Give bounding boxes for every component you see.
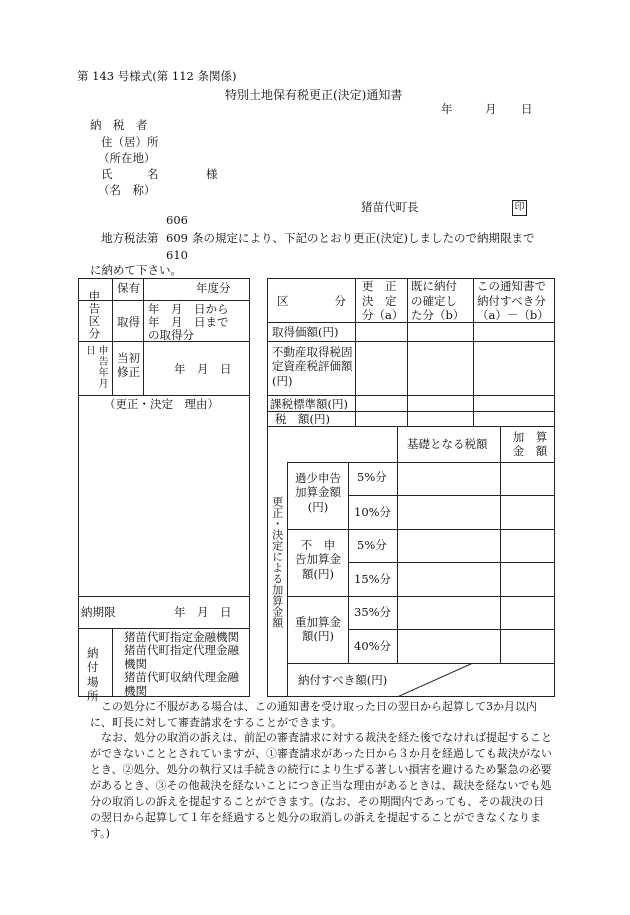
- intro-text-2: に納めて下さい。: [90, 263, 182, 277]
- shutoku-from: 年 月 日から: [148, 302, 229, 316]
- row-kazei-hyojun: 課税標準額(円): [270, 397, 348, 411]
- article-609: 609: [166, 231, 188, 245]
- col-a-l2: 決 定: [362, 294, 397, 308]
- tosho-shusei-label: 当初修正: [117, 351, 140, 380]
- nofu-subeki-label: 納付すべき額(円): [298, 673, 388, 687]
- shutoku-label: 取得: [117, 315, 140, 329]
- form-number: 第 143 号様式(第 112 条関係): [77, 69, 237, 83]
- kubun-header: 区 分: [277, 294, 346, 308]
- group-jukasan-label: 重加算金額(円): [295, 615, 341, 644]
- corp-name-label: （名 称）: [98, 183, 156, 197]
- reason-label: （更正・決定 理由）: [104, 397, 219, 411]
- group-kasho-label: 過少申告加算金額(円): [295, 471, 341, 514]
- shutoku-to: 年 月 日まで: [148, 315, 229, 329]
- col-c-l3: （a）－（b）: [477, 308, 549, 322]
- date-month: 月: [485, 102, 497, 116]
- nofu-basho-label: 納付場所: [87, 646, 99, 704]
- intro-law-label: 地方税法第: [101, 231, 159, 245]
- col-a-l1: 更 正: [362, 279, 397, 293]
- taxpayer-heading: 納 税 者: [90, 118, 148, 132]
- nendobun-label: 年度分: [196, 281, 231, 295]
- col-c-l2: 納付すべき分: [477, 294, 546, 308]
- rate-kasho-10: 10%分: [354, 505, 392, 519]
- group-fushinkoku-label: 不 申 告加算金額(円): [295, 538, 347, 581]
- nokigen-date: 年 月 日: [174, 605, 232, 619]
- shutoku-suffix: の取得分: [148, 328, 194, 342]
- hoyu-label: 保有: [117, 281, 140, 295]
- shinkoku-date-value: 年 月 日: [174, 362, 232, 376]
- name-label: 氏 名: [101, 167, 159, 181]
- col-b-l2: の確定し: [411, 294, 457, 308]
- date-day: 日: [521, 102, 533, 116]
- col-c-l1: この通知書で: [477, 279, 546, 293]
- article-606: 606: [166, 213, 188, 227]
- kasangaku-header: 加 算 金 額: [512, 430, 548, 459]
- kasan-vertical-label: 更正・決定による加算金額: [270, 496, 284, 628]
- intro-text-1: 条の規定により、下記のとおり更正(決定)しましたので納期限まで: [192, 231, 535, 245]
- col-a-l3: 分（a）: [362, 308, 404, 322]
- rate-kasho-5: 5%分: [357, 470, 387, 484]
- rate-fushinkoku-5: 5%分: [357, 538, 387, 552]
- payment-place-2: 猪苗代町指定代理金融機関: [124, 643, 239, 672]
- document-title: 特別土地保有税更正(決定)通知書: [225, 88, 403, 102]
- nokigen-label: 納期限: [81, 605, 116, 619]
- rate-jukasan-35: 35%分: [354, 605, 392, 619]
- issuer-name: 猪苗代町長: [361, 200, 419, 214]
- diagonal-strike: [397, 663, 555, 697]
- sama-label: 様: [206, 167, 218, 181]
- shinkoku-date-label: 申告年月日: [83, 345, 107, 389]
- kiso-zeigaku-header: 基礎となる税額: [407, 437, 488, 451]
- row-shutoku-kagaku: 取得価額(円): [272, 325, 339, 339]
- notice-paragraph-1: この処分に不服がある場合は、この通知書を受け取った日の翌日から起算して3か月以内に、町長に対して審査請求をすることができます。: [90, 700, 537, 729]
- notice-paragraph-2: なお、処分の取消の訴えは、前記の審査請求に対する裁決を経た後でなければ提起することができないこととされていますが、①審査請求があった日から３か月を経過しても裁決がないとき、②処分、処分の執行又は手続きの続行により生ずる著しい損害を避けるため緊急の必要があるとき、③その他裁決を経ないことにつき正当な理由があるときは、裁決を経ないでも処分の取消しの訴えを提起することができます。(なお、その期間内であっても、その裁決の日の翌日から起算して１年を経過すると処分の取消しの訴えを提起することができなくなります。): [90, 731, 552, 840]
- rate-jukasan-40: 40%分: [354, 639, 392, 653]
- payment-place-1: 猪苗代町指定金融機関: [124, 630, 239, 644]
- seal-mark: 印: [512, 200, 527, 216]
- col-b-l3: た分（b）: [411, 308, 465, 322]
- rate-fushinkoku-15: 15%分: [354, 572, 392, 586]
- address-label: 住（居）所: [101, 135, 159, 149]
- row-hyoka-gaku: 不動産取得税固定資産税評価額(円): [272, 345, 353, 388]
- col-b-l1: 既に納付: [411, 279, 457, 293]
- shinkoku-kubun-label: 申告区分: [87, 290, 102, 340]
- date-year: 年: [441, 102, 453, 116]
- location-label: （所在地）: [98, 151, 156, 165]
- payment-place-3: 猪苗代町収納代理金融機関: [124, 670, 239, 699]
- row-zeigaku: 税 額(円): [275, 412, 330, 426]
- article-610: 610: [166, 248, 188, 262]
